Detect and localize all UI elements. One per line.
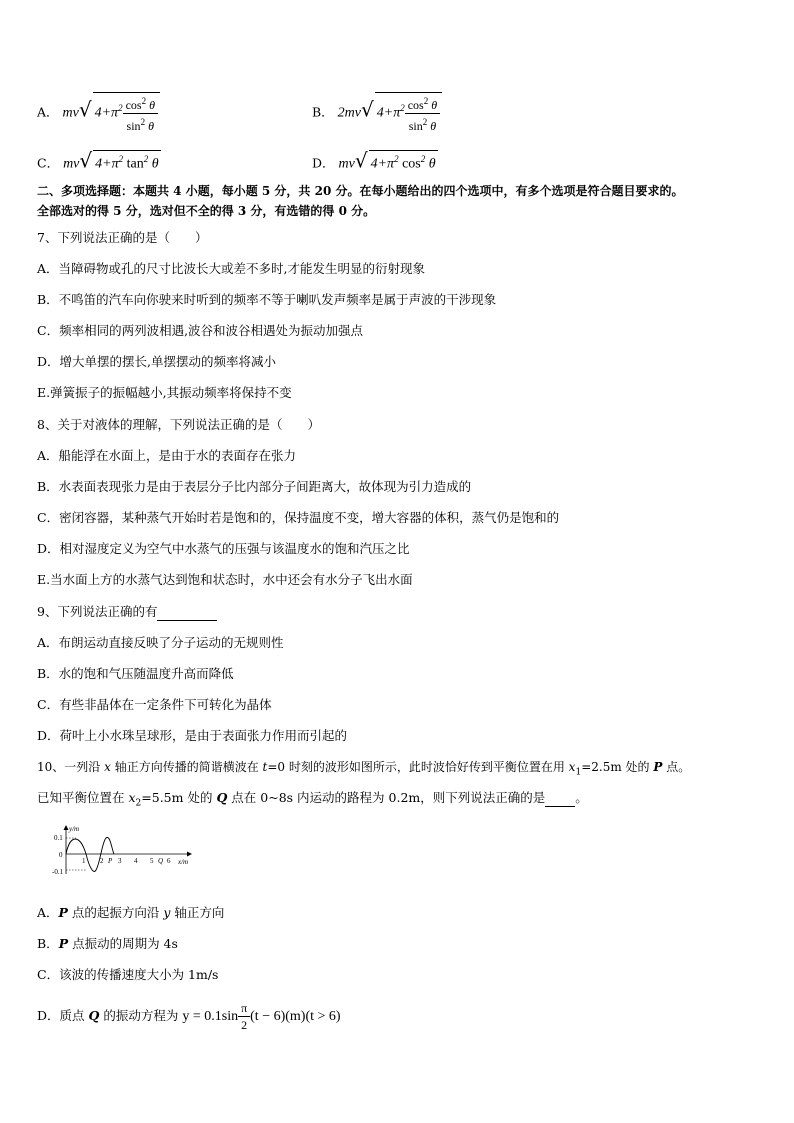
x-tick-q: Q [158, 857, 164, 865]
answer-blank [157, 604, 217, 621]
q7-option-a: A．当障碍物或孔的尺寸比波长大或差不多时,才能发生明显的衍射现象 [37, 261, 426, 276]
wave-curve [66, 837, 114, 871]
x-tick-6: 6 [167, 857, 171, 865]
sqrt-sign: √ [78, 97, 92, 122]
q9-option-c: C．有些非晶体在一定条件下可转化为晶体 [37, 697, 272, 712]
sqrt-sign: √ [361, 97, 374, 122]
wave-graph [52, 822, 212, 882]
y-tick-top: 0.1 [54, 834, 63, 842]
q6-option-d: D． mv√ $4+\pi^2$ $\cos^2 \theta$ [312, 148, 436, 173]
q6-option-a: A． mv√ $4+\pi^2$ $\frac{\cos^2 \theta}{\sin^2 \theta}$ [37, 92, 160, 134]
q10-option-d: D．质点 Q 的振动方程为 y = 0.1sin $\frac{\pi}{2}$ (t − 6)(m)(t > 6) [37, 1001, 341, 1032]
q7-stem: 7、下列说法正确的是（ ） [37, 230, 208, 245]
q7-option-b: B．不鸣笛的汽车向你驶来时听到的频率不等于喇叭发声频率是属于声波的干涉现象 [37, 292, 497, 307]
q8-option-c: C．密闭容器，某种蒸气开始时若是饱和的，保持温度不变，增大容器的体积，蒸气仍是饱和的 [37, 510, 560, 525]
q8-option-b: B．水表面表现张力是由于表层分子比内部分子间距离大，故体现为引力造成的 [37, 479, 472, 494]
x-axis-arrow [187, 852, 192, 857]
y-tick-bottom: -0.1 [52, 868, 64, 876]
q8-option-a: A．船能浮在水面上，是由于水的表面存在张力 [37, 448, 297, 463]
q10-option-b: B．P 点振动的周期为 4s [37, 936, 178, 951]
q10-stem-line2: 已知平衡位置在 $x_2=5.5m$ 处的 Q 点在 0~8s 内运动的路程为 0.2m，则下列说法正确的是 。 [37, 790, 588, 809]
q6-option-c: C． mv√ $4+\pi^2$ $\tan^2 \theta$ [37, 148, 159, 173]
x-tick-5: 5 [150, 857, 154, 865]
q10-stem-line1: 10、一列沿 x 轴正方向传播的简谐横波在 t=0 时刻的波形如图所示，此时波恰好传到平衡位置在用 $x_1=2.5m$ 处的 P 点。 [37, 760, 691, 778]
y-tick-zero: 0 [59, 851, 63, 859]
answer-blank [545, 790, 575, 807]
q9-option-b: B．水的饱和气压随温度升高而降低 [37, 666, 234, 681]
x-tick-p: P [108, 857, 113, 865]
x-tick-1: 1 [82, 857, 86, 865]
q8-stem: 8、关于对液体的理解，下列说法正确的是（ ） [37, 417, 320, 432]
q9-option-a: A．布朗运动直接反映了分子运动的无规则性 [37, 635, 284, 650]
radicand: $4+\pi^2$ $\cos^2 \theta$ [369, 150, 438, 173]
fraction: $\frac{\pi}{2}$ [238, 1000, 250, 1033]
x-ticks [82, 857, 171, 865]
sqrt-sign: √ [79, 148, 93, 173]
q8-option-e: E.当水面上方的水蒸气达到饱和状态时，水中还会有水分子飞出水面 [37, 572, 413, 587]
radicand: $4+\pi^2$ $\tan^2 \theta$ [93, 150, 160, 173]
x-tick-4: 4 [134, 857, 138, 865]
x-axis-label: x/m [178, 858, 189, 866]
fraction: $\frac{\cos^2 \theta}{\sin^2 \theta}$ [123, 93, 158, 134]
q8-option-d: D．相对湿度定义为空气中水蒸气的压强与该温度水的饱和汽压之比 [37, 541, 410, 556]
x-tick-3: 3 [118, 857, 122, 865]
x-tick-2: 2 [100, 857, 104, 865]
radicand: $4+\pi^2$ $\frac{\cos^2 \theta}{\sin^2 \theta}$ [93, 92, 160, 134]
q9-stem: 9、下列说法正确的有 [37, 604, 217, 621]
section-heading-line2: 全部选对的得 5 分，选对但不全的得 3 分，有选错的得 0 分。 [37, 204, 376, 218]
y-axis-arrow [64, 825, 69, 830]
radicand: $4+\pi^2$ $\frac{\cos^2 \theta}{\sin^2 \theta}$ [375, 92, 442, 134]
q10-option-a: A．P 点的起振方向沿 y 轴正方向 [37, 905, 225, 920]
fraction: $\frac{\cos^2 \theta}{\sin^2 \theta}$ [405, 93, 440, 134]
q7-option-c: C．频率相同的两列波相遇,波谷和波谷相遇处为振动加强点 [37, 323, 364, 338]
q7-option-e: E.弹簧振子的振幅越小,其振动频率将保持不变 [37, 385, 292, 400]
sqrt-sign: √ [354, 148, 368, 173]
q9-option-d: D．荷叶上小水珠呈球形，是由于表面张力作用而引起的 [37, 728, 348, 743]
y-axis-label: y/m [69, 825, 80, 833]
q10-option-c: C．该波的传播速度大小为 1m/s [37, 967, 219, 982]
q6-option-b: B． 2mv√ $4+\pi^2$ $\frac{\cos^2 \theta}{\sin^2 \theta}$ [312, 92, 442, 134]
q7-option-d: D．增大单摆的摆长,单摆摆动的频率将减小 [37, 354, 276, 369]
section-heading-line1: 二、多项选择题：本题共 4 小题，每小题 5 分，共 20 分。在每小题给出的四个选项中，有多个选项是符合题目要求的。 [37, 184, 684, 198]
